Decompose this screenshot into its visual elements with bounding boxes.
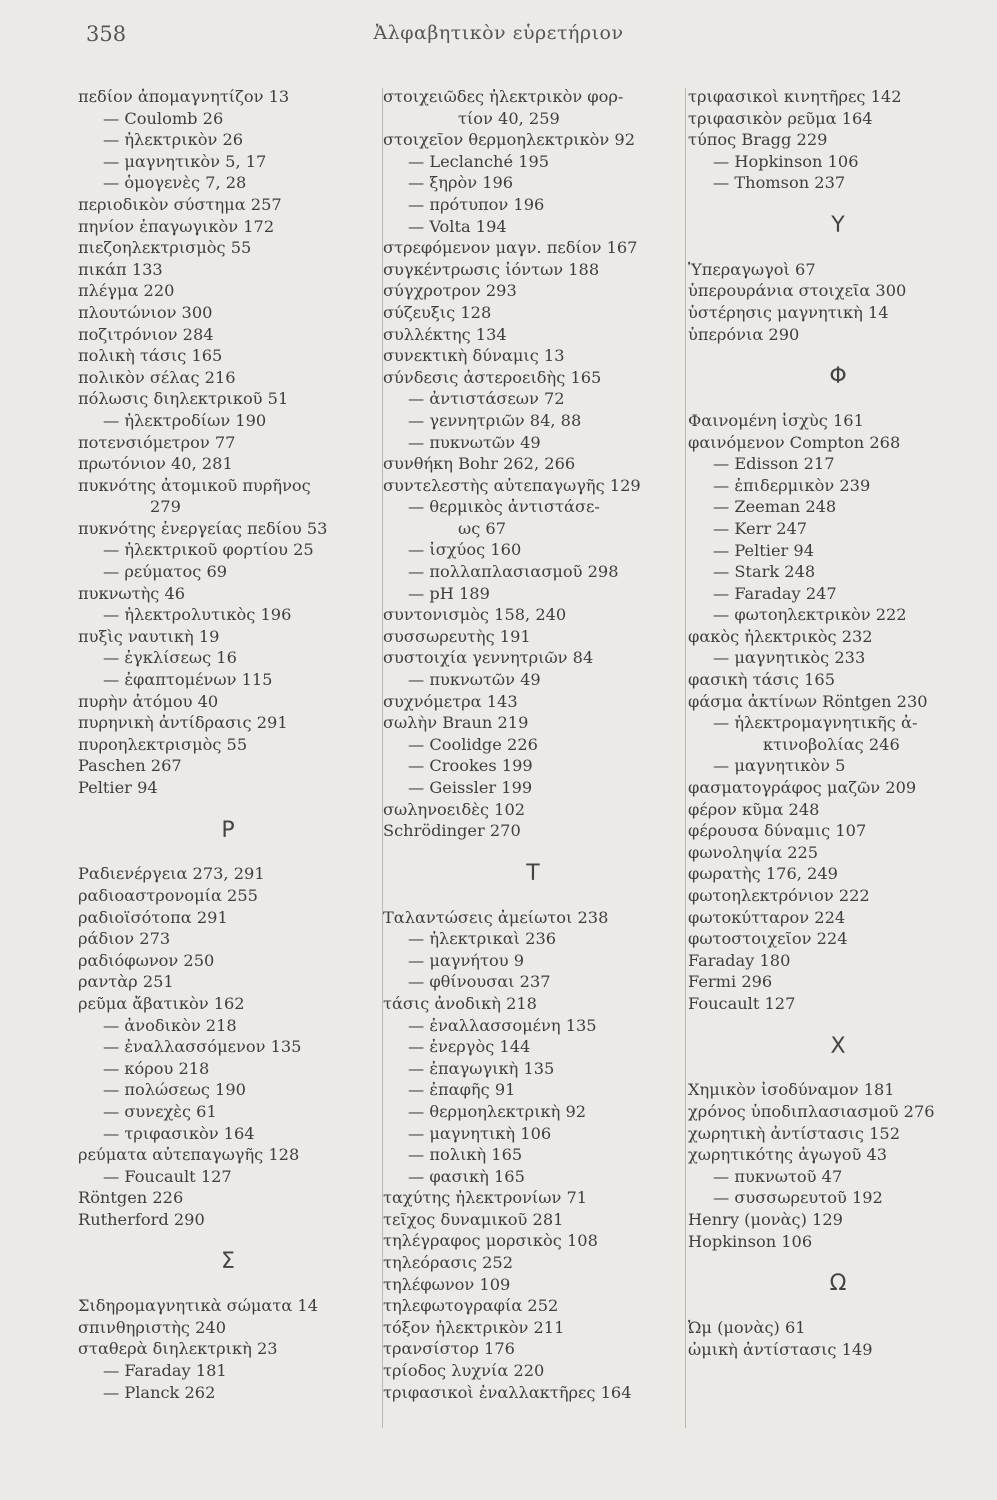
index-entry: πυκνωτὴς 46 (78, 583, 186, 603)
index-subentry: — ἠλεκτρικὸν 26 (78, 129, 378, 151)
section-letter: Χ (830, 1033, 846, 1059)
index-subentry: — ἀντιστάσεων 72 (383, 388, 683, 410)
index-subentry: — ἐναλλασσομένη 135 (383, 1015, 683, 1037)
index-entry: ραδιόφωνον 250 (78, 950, 215, 970)
index-entry: σωληνοειδὲς 102 (383, 799, 526, 819)
section-letter: Υ (831, 212, 845, 238)
index-entry: ραδιοϊσότοπα 291 (78, 907, 228, 927)
index-subentry: — ἰσχύος 160 (383, 539, 683, 561)
index-entry: συγκέντρωσις ἰόντων 188 (383, 259, 600, 279)
index-entry: Faraday 180 (688, 950, 791, 970)
index-entry: ρεῦμα ἄβατικὸν 162 (78, 993, 245, 1013)
index-entry: φέρουσα δύναμις 107 (688, 821, 867, 841)
index-entry: Fermi 296 (688, 972, 773, 992)
index-entry: ράδιον 273 (78, 929, 171, 949)
index-entry: Hopkinson 106 (688, 1231, 813, 1251)
index-subentry: — Hopkinson 106 (688, 151, 988, 173)
index-entry: φωτοκύτταρον 224 (688, 907, 846, 927)
index-entry: Ὑπεραγωγοὶ 67 (688, 259, 816, 279)
index-entry: τηλεόρασις 252 (383, 1253, 513, 1273)
index-entry: τηλέφωνον 109 (383, 1274, 511, 1294)
running-title: Ἀλφαβητικὸν εὑρετήριον (373, 22, 624, 44)
index-subentry: — μαγνήτου 9 (383, 950, 683, 972)
index-entry: φασματογράφος μαζῶν 209 (688, 778, 917, 798)
index-subentry: — ρεύματος 69 (78, 561, 378, 583)
index-entry: σύγχροτρον 293 (383, 281, 517, 301)
index-subentry: — πολικὴ 165 (383, 1144, 683, 1166)
index-entry: πικάπ 133 (78, 259, 163, 279)
index-entry: στρεφόμενον μαγν. πεδίον 167 (383, 238, 638, 258)
index-entry-continuation: τίον 40, 259 (458, 108, 560, 128)
section-letter: Τ (526, 860, 540, 886)
index-subentry: — φασικὴ 165 (383, 1166, 683, 1188)
section-letter: Φ (829, 364, 847, 390)
index-entry: τάσις ἀνοδικὴ 218 (383, 993, 537, 1013)
index-subentry: — ἐναλλασσόμενον 135 (78, 1036, 378, 1058)
index-subentry: — Coulomb 26 (78, 108, 378, 130)
index-entry: τριφασικὸν ρεῦμα 164 (688, 108, 873, 128)
index-entry: συλλέκτης 134 (383, 324, 507, 344)
index-entry: συνεκτικὴ δύναμις 13 (383, 346, 565, 366)
index-subentry: — θερμοηλεκτρικὴ 92 (383, 1101, 683, 1123)
index-entry: τριφασικοὶ ἐναλλακτῆρες 164 (383, 1382, 632, 1402)
section-letter: Ρ (221, 817, 235, 843)
index-entry: ταχύτης ἠλεκτρονίων 71 (383, 1188, 588, 1208)
index-entry: σωλὴν Braun 219 (383, 713, 529, 733)
index-subentry: — ἠλεκτρομαγνητικῆς ἀ- (688, 712, 988, 734)
index-subentry: — Planck 262 (78, 1382, 378, 1404)
index-subentry: — Geissler 199 (383, 777, 683, 799)
index-entry: φακὸς ἠλεκτρικὸς 232 (688, 626, 873, 646)
index-subentry: — Faraday 181 (78, 1360, 378, 1382)
index-entry: ὑστέρησις μαγνητικὴ 14 (688, 302, 889, 322)
index-entry: σύνδεσις ἀστεροειδὴς 165 (383, 367, 602, 387)
index-subentry: — μαγνητικὸν 5, 17 (78, 151, 378, 173)
index-entry-continuation: κτινοβολίας 246 (763, 734, 900, 754)
index-subentry: — γεννητριῶν 84, 88 (383, 410, 683, 432)
index-entry: φωτοστοιχεῖον 224 (688, 929, 848, 949)
index-entry: συντελεστὴς αὐτεπαγωγῆς 129 (383, 475, 641, 495)
index-entry: τρανσίστορ 176 (383, 1339, 515, 1359)
index-subentry: — Zeeman 248 (688, 496, 988, 518)
index-entry-continuation: ως 67 (458, 518, 507, 538)
index-entry: τηλέγραφος μορσικὸς 108 (383, 1231, 598, 1251)
index-column-3 (688, 86, 988, 1360)
index-subentry: — ξηρὸν 196 (383, 172, 683, 194)
index-entry: τρίοδος λυχνία 220 (383, 1361, 545, 1381)
index-subentry: — Thomson 237 (688, 172, 988, 194)
index-subentry: — μαγνητικὴ 106 (383, 1123, 683, 1145)
index-subentry: — Edisson 217 (688, 453, 988, 475)
index-entry: πολικὸν σέλας 216 (78, 367, 236, 387)
index-subentry: — Kerr 247 (688, 518, 988, 540)
index-entry-continuation: 279 (150, 497, 181, 517)
page-number: 358 (86, 22, 127, 46)
index-entry: Rutherford 290 (78, 1209, 205, 1229)
index-entry: συντονισμὸς 158, 240 (383, 605, 567, 625)
index-subentry: — πολώσεως 190 (78, 1079, 378, 1101)
index-entry: συνθήκη Bohr 262, 266 (383, 454, 576, 474)
index-entry: Schrödinger 270 (383, 821, 521, 841)
index-entry: ὠμικὴ ἀντίστασις 149 (688, 1339, 873, 1359)
index-subentry: — φωτοηλεκτρικὸν 222 (688, 604, 988, 626)
index-subentry: — θερμικὸς ἀντιστάσε- (383, 496, 683, 518)
index-subentry: — ἠλεκτρικοῦ φορτίου 25 (78, 539, 378, 561)
index-subentry: — Coolidge 226 (383, 734, 683, 756)
index-entry: σύζευξις 128 (383, 302, 492, 322)
section-letter: Σ (221, 1249, 235, 1275)
index-subentry: — ἐπαφῆς 91 (383, 1079, 683, 1101)
index-entry: συστοιχία γεννητριῶν 84 (383, 648, 594, 668)
index-entry: τεῖχος δυναμικοῦ 281 (383, 1209, 564, 1229)
index-entry: ποτενσιόμετρον 77 (78, 432, 236, 452)
index-subentry: — ἐνεργὸς 144 (383, 1036, 683, 1058)
index-entry: πολικὴ τάσις 165 (78, 346, 223, 366)
index-entry: τριφασικοὶ κινητῆρες 142 (688, 87, 902, 106)
index-entry: πηνίον ἐπαγωγικὸν 172 (78, 216, 275, 236)
index-entry: Paschen 267 (78, 756, 182, 776)
index-subentry: — τριφασικὸν 164 (78, 1123, 378, 1145)
index-entry: τύπος Bragg 229 (688, 130, 828, 150)
index-entry: χωρητικότης ἀγωγοῦ 43 (688, 1145, 888, 1165)
index-subentry: — πυκνωτῶν 49 (383, 669, 683, 691)
index-subentry: — φθίνουσαι 237 (383, 971, 683, 993)
index-entry: Σιδηρομαγνητικὰ σώματα 14 (78, 1296, 318, 1316)
index-entry: τόξον ἠλεκτρικὸν 211 (383, 1317, 565, 1337)
index-subentry: — συνεχὲς 61 (78, 1101, 378, 1123)
index-entry: ὑπερόνια 290 (688, 324, 800, 344)
index-subentry: — ἐπαγωγικὴ 135 (383, 1058, 683, 1080)
section-letter: Ω (829, 1271, 847, 1297)
index-subentry: — ἐγκλίσεως 16 (78, 647, 378, 669)
page-header (0, 22, 997, 62)
index-subentry: — Faraday 247 (688, 583, 988, 605)
index-subentry: — Crookes 199 (383, 755, 683, 777)
index-subentry: — πρότυπον 196 (383, 194, 683, 216)
index-entry: πυξὶς ναυτικὴ 19 (78, 626, 220, 646)
index-subentry: — pH 189 (383, 583, 683, 605)
index-entry: στοιχεῖον θερμοηλεκτρικὸν 92 (383, 130, 636, 150)
index-entry: φωτοηλεκτρόνιον 222 (688, 886, 870, 905)
index-entry: πυρηνικὴ ἀντίδρασις 291 (78, 713, 288, 733)
index-entry: πεδίον ἀπομαγνητίζον 13 (78, 87, 290, 106)
index-subentry: — Volta 194 (383, 216, 683, 238)
index-subentry: — Peltier 94 (688, 540, 988, 562)
index-entry: ποζιτρόνιον 284 (78, 324, 214, 344)
index-entry: φωρατὴς 176, 249 (688, 864, 838, 884)
index-subentry: — ἀνοδικὸν 218 (78, 1015, 378, 1037)
index-subentry: — ἠλεκτροδίων 190 (78, 410, 378, 432)
index-entry: χωρητικὴ ἀντίστασις 152 (688, 1123, 901, 1143)
index-subentry: — πυκνωτοῦ 47 (688, 1166, 988, 1188)
index-subentry: — Stark 248 (688, 561, 988, 583)
index-entry: σταθερὰ διηλεκτρικὴ 23 (78, 1339, 278, 1359)
index-entry: πυκνότης ἀτομικοῦ πυρῆνος (78, 475, 311, 495)
index-entry: περιοδικὸν σύστημα 257 (78, 194, 282, 214)
index-entry: πρωτόνιον 40, 281 (78, 454, 233, 474)
index-entry: Ὠμ (μονὰς) 61 (688, 1317, 806, 1337)
index-entry: πλέγμα 220 (78, 281, 175, 301)
index-entry: Peltier 94 (78, 778, 158, 797)
index-subentry: — ὁμογενὲς 7, 28 (78, 172, 378, 194)
index-column-2 (383, 86, 683, 1403)
index-entry: φωνοληψία 225 (688, 842, 819, 862)
index-entry: στοιχειῶδες ἠλεκτρικὸν φορ- (383, 87, 624, 106)
index-subentry: — Foucault 127 (78, 1166, 378, 1188)
index-entry: Ταλαντώσεις ἀμείωτοι 238 (383, 907, 609, 927)
index-entry: Röntgen 226 (78, 1188, 184, 1208)
index-entry: ραντὰρ 251 (78, 972, 174, 992)
index-column-1 (78, 86, 378, 1403)
index-subentry: — μαγνητικὸν 5 (688, 755, 988, 777)
index-entry: ραδιοαστρονομία 255 (78, 885, 258, 905)
index-entry: φαινόμενον Compton 268 (688, 432, 901, 452)
index-entry: ρεύματα αὐτεπαγωγῆς 128 (78, 1145, 300, 1165)
column-divider (685, 88, 686, 1428)
index-entry: Χημικὸν ἰσοδύναμον 181 (688, 1080, 895, 1100)
index-subentry: — ἐφαπτομένων 115 (78, 669, 378, 691)
index-subentry: — κόρου 218 (78, 1058, 378, 1080)
index-entry: Ραδιενέργεια 273, 291 (78, 864, 265, 884)
index-subentry: — Leclanché 195 (383, 151, 683, 173)
index-entry: φέρον κῦμα 248 (688, 799, 820, 819)
index-entry: πόλωσις διηλεκτρικοῦ 51 (78, 389, 289, 409)
index-entry: τηλεφωτογραφία 252 (383, 1296, 559, 1316)
index-subentry: — μαγνητικὸς 233 (688, 647, 988, 669)
index-entry: Foucault 127 (688, 993, 796, 1013)
index-subentry: — ἐπιδερμικὸν 239 (688, 475, 988, 497)
index-subentry: — ἠλεκτρολυτικὸς 196 (78, 604, 378, 626)
index-subentry: — πυκνωτῶν 49 (383, 432, 683, 454)
index-entry: Henry (μονὰς) 129 (688, 1209, 843, 1229)
index-entry: συχνόμετρα 143 (383, 691, 518, 711)
index-entry: ὑπερουράνια στοιχεῖα 300 (688, 281, 907, 301)
index-subentry: — πολλαπλασιασμοῦ 298 (383, 561, 683, 583)
index-entry: σπινθηριστὴς 240 (78, 1317, 226, 1337)
index-entry: πυροηλεκτρισμὸς 55 (78, 734, 248, 754)
index-subentry: — συσσωρευτοῦ 192 (688, 1187, 988, 1209)
index-entry: χρόνος ὑποδιπλασιασμοῦ 276 (688, 1101, 935, 1121)
index-entry: πυκνότης ἐνεργείας πεδίου 53 (78, 518, 328, 538)
index-subentry: — ἠλεκτρικαὶ 236 (383, 928, 683, 950)
index-entry: πλουτώνιον 300 (78, 302, 213, 322)
index-entry: φασικὴ τάσις 165 (688, 670, 836, 690)
index-entry: συσσωρευτὴς 191 (383, 626, 531, 646)
index-entry: πιεζοηλεκτρισμὸς 55 (78, 238, 252, 258)
index-entry: φάσμα ἀκτίνων Röntgen 230 (688, 691, 928, 711)
index-entry: πυρὴν ἀτόμου 40 (78, 691, 219, 711)
index-entry: Φαινομένη ἰσχὺς 161 (688, 410, 864, 430)
